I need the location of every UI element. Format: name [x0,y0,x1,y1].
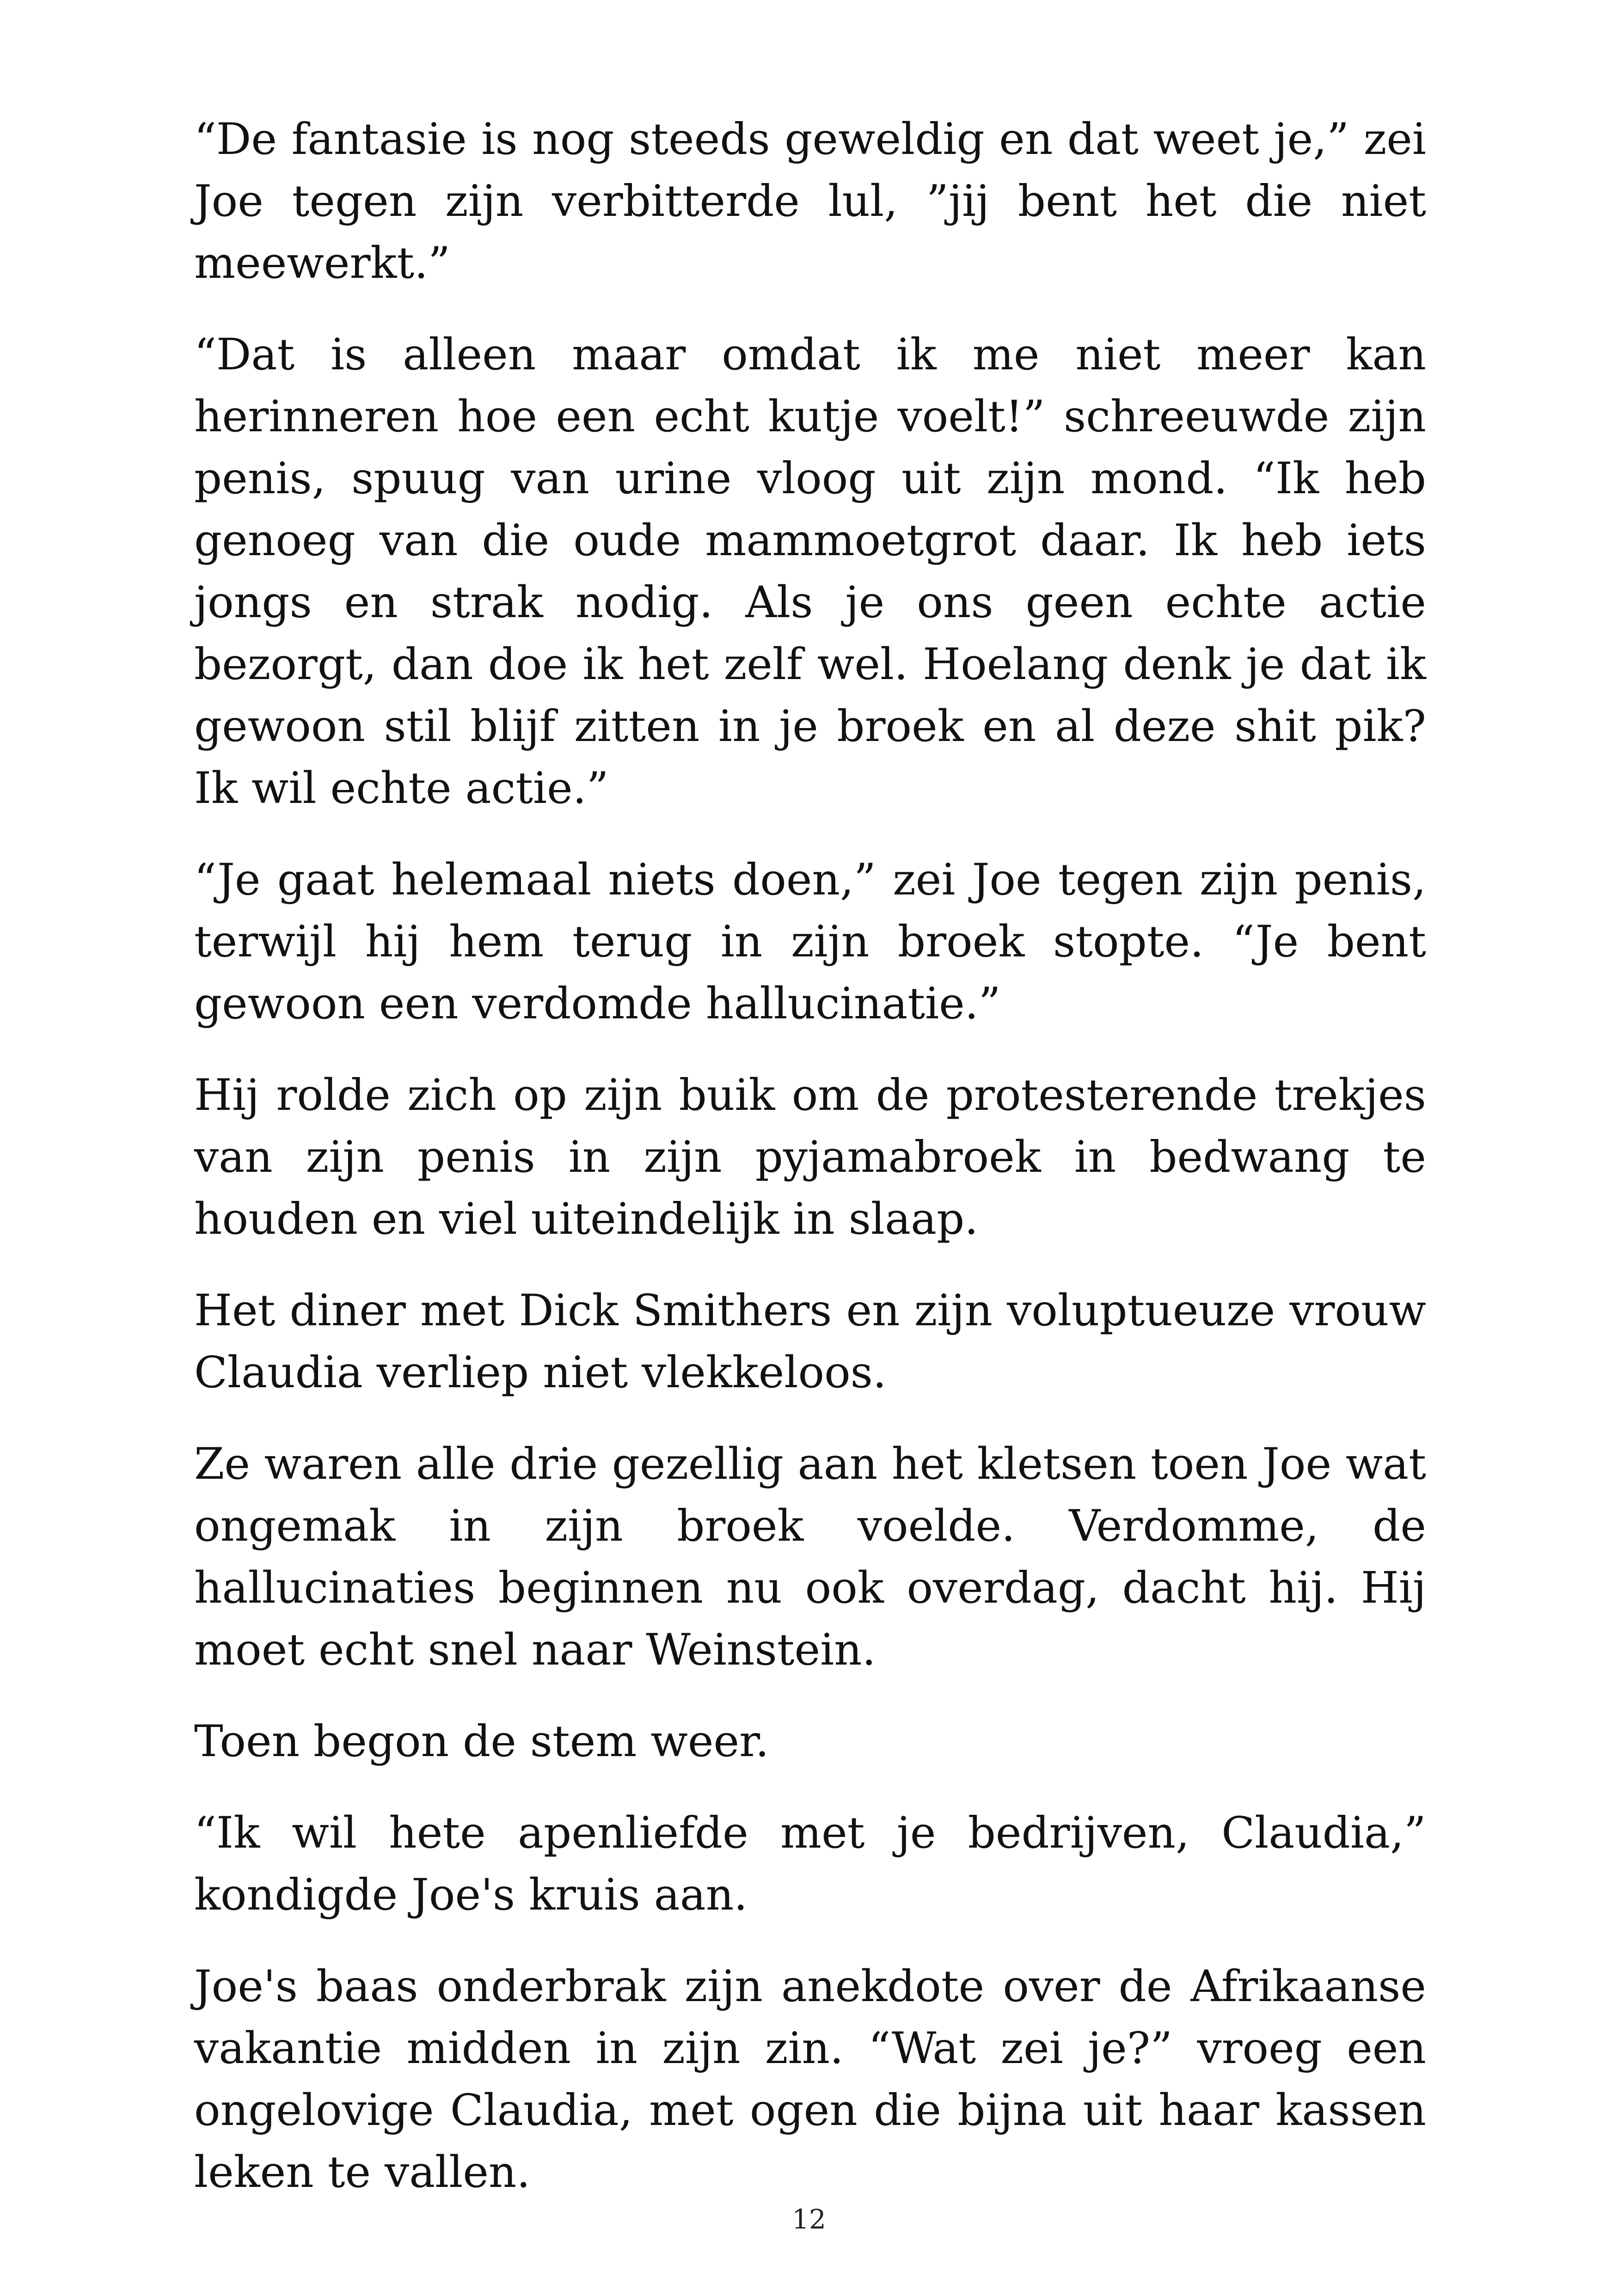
paragraph-2: “Dat is alleen maar omdat ik me niet meer kan herinneren hoe een echt kutje voelt!” schreeuwde zijn penis, spuug van urine vloog uit zijn mond. “Ik heb genoeg van die oude mammoetgrot daar. Ik heb iets jongs en strak nodig. Als je ons geen echte actie bezorgt, dan doe ik het zelf wel. Hoelang denk je dat ik gewoon stil blijf zitten in je broek en al deze shit pik? Ik wil echte actie.” [194,330,1426,814]
paragraph-1: “De fantasie is nog steeds geweldig en dat weet je,” zei Joe tegen zijn verbitterde lul, ”jij bent het die niet meewerkt.” [194,114,1426,288]
paragraph-5: Het diner met Dick Smithers en zijn voluptueuze vrouw Claudia verliep niet vlekkeloos. [194,1286,1426,1398]
paragraph-7: Toen begon de stem weer. [194,1716,769,1767]
paragraph-8: “Ik wil hete apenliefde met je bedrijven, Claudia,” kondigde Joe's kruis aan. [194,1808,1426,1920]
paragraph-6: Ze waren alle drie gezellig aan het kletsen toen Joe wat ongemak in zijn broek voelde. Verdomme, de hallucinaties beginnen nu ook overdag, dacht hij. Hij moet echt snel naar Weinstein. [194,1439,1426,1675]
paragraph-4: Hij rolde zich op zijn buik om de protesterende trekjes van zijn penis in zijn pyjamabroek in bedwang te houden en viel uiteindelijk in slaap. [194,1070,1426,1244]
paragraph-3: “Je gaat helemaal niets doen,” zei Joe tegen zijn penis, terwijl hij hem terug in zijn broek stopte. “Je bent gewoon een verdomde hallucinatie.” [194,855,1426,1029]
body-text [194,109,1426,2233]
paragraph-9: Joe's baas onderbrak zijn anekdote over de Afrikaanse vakantie midden in zijn zin. “Wat zei je?” vroeg een ongelovige Claudia, met ogen die bijna uit haar kassen leken te vallen. [194,1961,1426,2198]
page-number: 12 [792,2204,826,2235]
